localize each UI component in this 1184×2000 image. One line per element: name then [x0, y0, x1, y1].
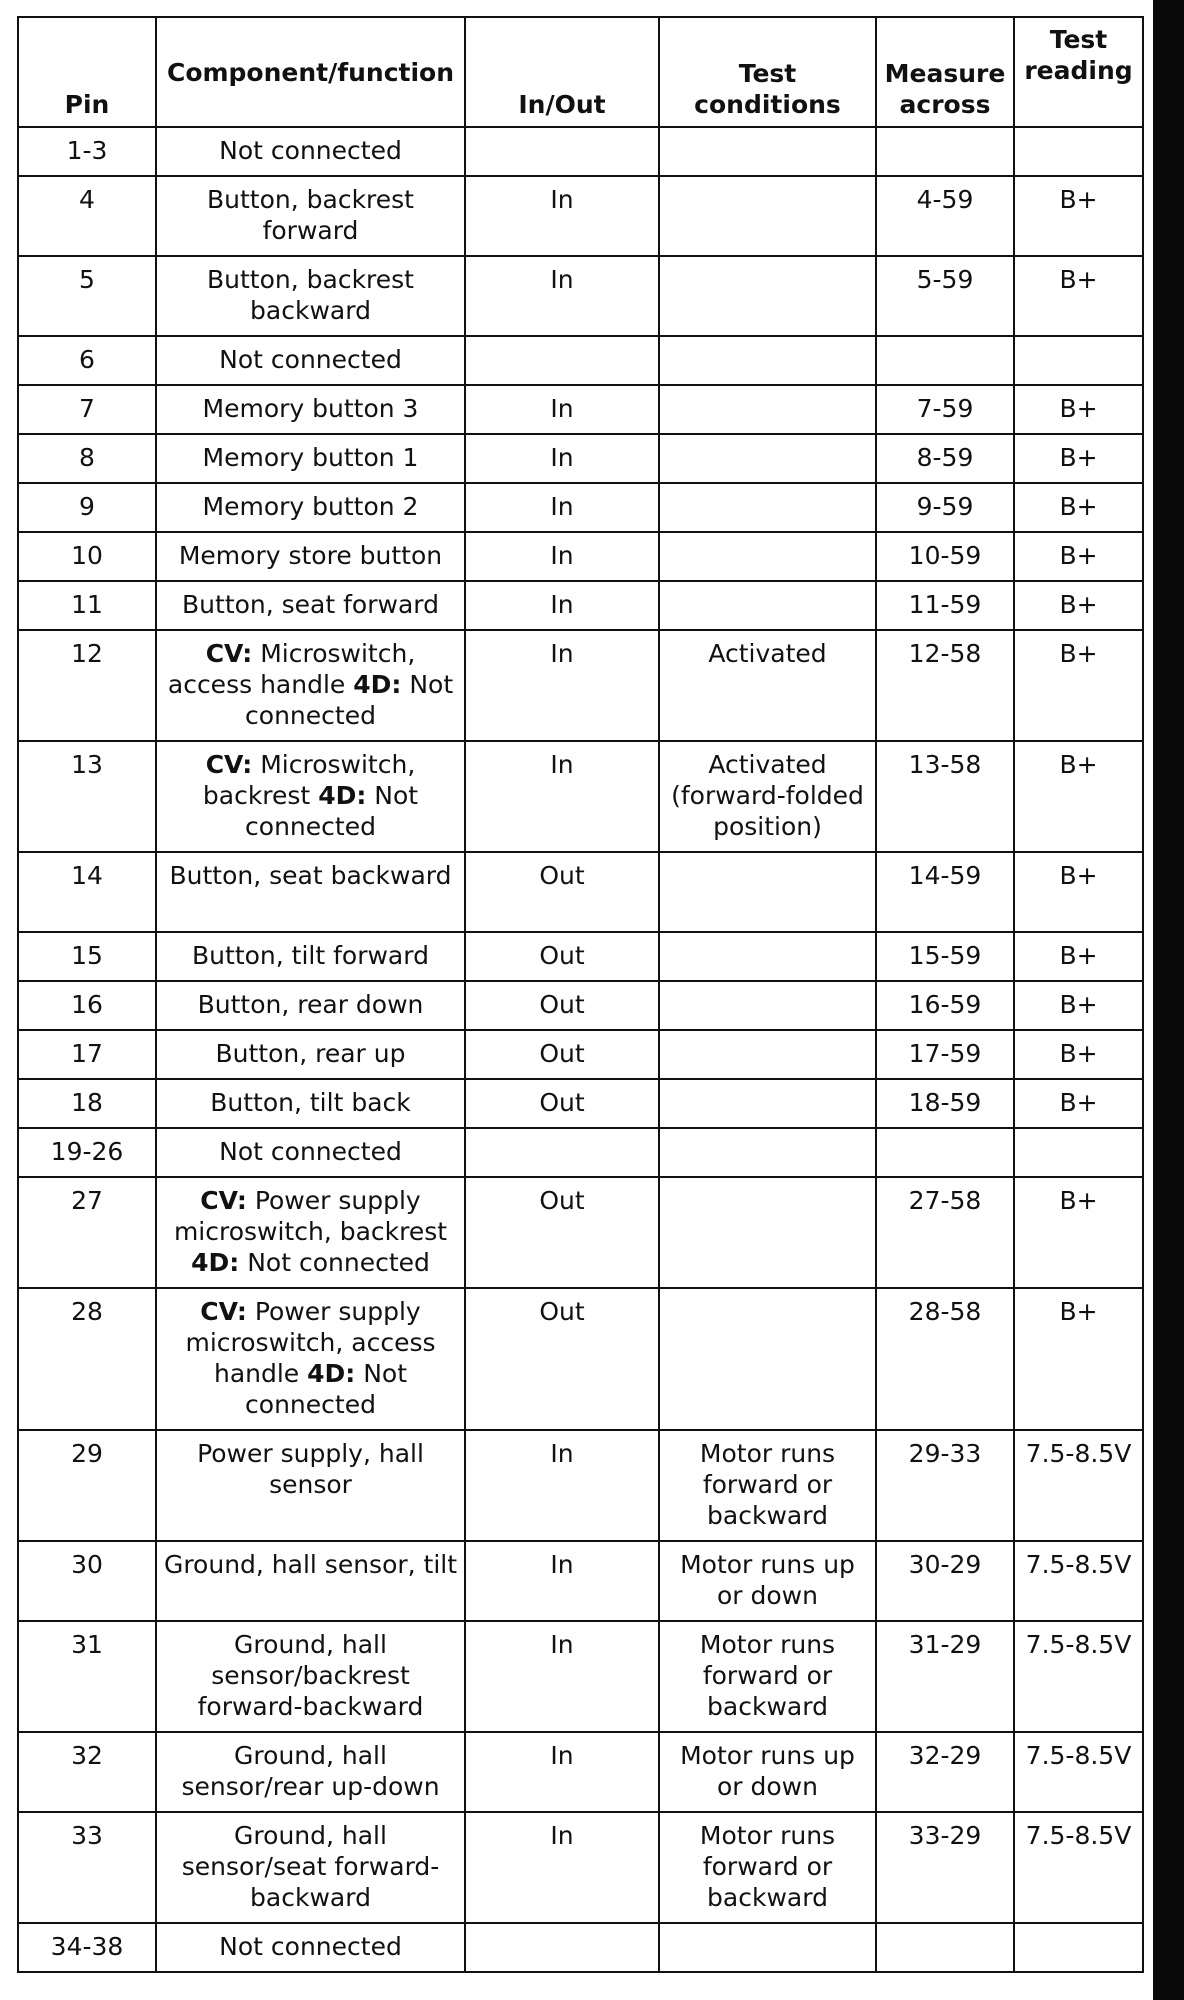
- component-cell: [156, 1177, 465, 1288]
- pin-cell: 14: [18, 852, 156, 932]
- pin-cell: 17: [18, 1030, 156, 1079]
- table-row: [18, 336, 1143, 385]
- table-row: [18, 1923, 1143, 1972]
- component-text: Button, backrest forward: [207, 185, 414, 245]
- measure-across-cell: 18-59: [876, 1079, 1014, 1128]
- component-text: Not connected: [219, 1932, 402, 1961]
- test-conditions-cell: [659, 1288, 876, 1430]
- component-variant-label: 4D:: [191, 1248, 240, 1277]
- pin-cell: 29: [18, 1430, 156, 1541]
- test-conditions-cell: [659, 1177, 876, 1288]
- table-row: [18, 385, 1143, 434]
- in-out-cell: [465, 127, 659, 176]
- in-out-cell: Out: [465, 1288, 659, 1430]
- component-text: Button, rear down: [197, 990, 424, 1019]
- component-cell: [156, 336, 465, 385]
- test-conditions-cell: [659, 981, 876, 1030]
- table-row: [18, 1288, 1143, 1430]
- component-cell: [156, 852, 465, 932]
- component-text: Memory button 2: [202, 492, 419, 521]
- component-text: Not connected: [219, 345, 402, 374]
- test-conditions-cell: [659, 483, 876, 532]
- test-reading-cell: 7.5-8.5V: [1014, 1812, 1143, 1923]
- component-text: Memory button 3: [202, 394, 419, 423]
- in-out-cell: [465, 1923, 659, 1972]
- component-text: Button, tilt back: [210, 1088, 411, 1117]
- pin-cell: 11: [18, 581, 156, 630]
- measure-across-cell: 8-59: [876, 434, 1014, 483]
- component-text: Not connected: [219, 1137, 402, 1166]
- in-out-cell: In: [465, 630, 659, 741]
- test-reading-cell: B+: [1014, 1030, 1143, 1079]
- component-cell: [156, 483, 465, 532]
- component-cell: [156, 581, 465, 630]
- header-component: Component/function: [156, 17, 465, 127]
- component-cell: [156, 1079, 465, 1128]
- table-row: [18, 1079, 1143, 1128]
- table-row: [18, 1030, 1143, 1079]
- measure-across-cell: 9-59: [876, 483, 1014, 532]
- test-reading-cell: 7.5-8.5V: [1014, 1621, 1143, 1732]
- pin-cell: 30: [18, 1541, 156, 1621]
- measure-across-cell: 10-59: [876, 532, 1014, 581]
- component-text: Button, rear up: [215, 1039, 406, 1068]
- pin-cell: 16: [18, 981, 156, 1030]
- test-reading-cell: B+: [1014, 981, 1143, 1030]
- measure-across-cell: 13-58: [876, 741, 1014, 852]
- pin-cell: 19-26: [18, 1128, 156, 1177]
- measure-across-cell: 11-59: [876, 581, 1014, 630]
- component-cell: [156, 741, 465, 852]
- measure-across-cell: 30-29: [876, 1541, 1014, 1621]
- test-conditions-cell: [659, 532, 876, 581]
- component-cell: [156, 981, 465, 1030]
- test-reading-cell: [1014, 336, 1143, 385]
- component-cell: [156, 532, 465, 581]
- table-row: [18, 630, 1143, 741]
- component-cell: [156, 127, 465, 176]
- measure-across-cell: [876, 1923, 1014, 1972]
- component-text: Microswitch, backrest: [202, 750, 416, 810]
- test-reading-cell: B+: [1014, 1079, 1143, 1128]
- table-row: [18, 256, 1143, 336]
- component-text: Not connected: [219, 136, 402, 165]
- pin-cell: 13: [18, 741, 156, 852]
- test-conditions-cell: [659, 336, 876, 385]
- table-row: [18, 1812, 1143, 1923]
- test-conditions-cell: [659, 1923, 876, 1972]
- test-conditions-cell: Activated: [659, 630, 876, 741]
- test-conditions-cell: Activated (forward-folded position): [659, 741, 876, 852]
- test-reading-cell: B+: [1014, 630, 1143, 741]
- in-out-cell: [465, 336, 659, 385]
- component-text: Ground, hall sensor/seat forward-backward: [181, 1821, 440, 1912]
- measure-across-cell: 28-58: [876, 1288, 1014, 1430]
- test-conditions-cell: Motor runs forward or backward: [659, 1430, 876, 1541]
- header-test-conditions: Test conditions: [659, 17, 876, 127]
- component-cell: [156, 1430, 465, 1541]
- table-row: [18, 434, 1143, 483]
- test-reading-cell: B+: [1014, 1177, 1143, 1288]
- component-text: Button, tilt forward: [192, 941, 429, 970]
- in-out-cell: In: [465, 1541, 659, 1621]
- component-variant-label: CV:: [200, 1297, 247, 1326]
- component-cell: [156, 1128, 465, 1177]
- pin-cell: 28: [18, 1288, 156, 1430]
- table-row: [18, 1128, 1143, 1177]
- test-conditions-cell: Motor runs up or down: [659, 1541, 876, 1621]
- component-cell: [156, 176, 465, 256]
- in-out-cell: In: [465, 1812, 659, 1923]
- in-out-cell: In: [465, 434, 659, 483]
- table-row: [18, 932, 1143, 981]
- component-variant-label: CV:: [205, 639, 253, 668]
- in-out-cell: In: [465, 581, 659, 630]
- pin-cell: 1-3: [18, 127, 156, 176]
- test-conditions-cell: [659, 1030, 876, 1079]
- component-cell: [156, 1923, 465, 1972]
- test-reading-cell: B+: [1014, 176, 1143, 256]
- pin-table: [17, 16, 1144, 1973]
- in-out-cell: Out: [465, 981, 659, 1030]
- test-conditions-cell: [659, 127, 876, 176]
- test-reading-cell: B+: [1014, 581, 1143, 630]
- measure-across-cell: [876, 127, 1014, 176]
- in-out-cell: Out: [465, 932, 659, 981]
- measure-across-cell: 12-58: [876, 630, 1014, 741]
- pin-cell: 32: [18, 1732, 156, 1812]
- component-cell: [156, 1288, 465, 1430]
- test-reading-cell: [1014, 127, 1143, 176]
- in-out-cell: In: [465, 1732, 659, 1812]
- pin-cell: 12: [18, 630, 156, 741]
- in-out-cell: In: [465, 385, 659, 434]
- test-conditions-cell: [659, 434, 876, 483]
- test-reading-cell: B+: [1014, 852, 1143, 932]
- component-variant-label: 4D:: [307, 1359, 356, 1388]
- component-text: Ground, hall sensor/backrest forward-backward: [197, 1630, 424, 1721]
- component-text: Not connected: [245, 781, 419, 841]
- test-reading-cell: B+: [1014, 741, 1143, 852]
- test-reading-cell: B+: [1014, 256, 1143, 336]
- measure-across-cell: 27-58: [876, 1177, 1014, 1288]
- test-reading-cell: 7.5-8.5V: [1014, 1430, 1143, 1541]
- component-cell: [156, 1541, 465, 1621]
- component-text: Memory button 1: [202, 443, 419, 472]
- in-out-cell: In: [465, 1430, 659, 1541]
- measure-across-cell: 33-29: [876, 1812, 1014, 1923]
- table-body: [18, 127, 1143, 1972]
- header-in-out: In/Out: [465, 17, 659, 127]
- in-out-cell: Out: [465, 852, 659, 932]
- pin-cell: 34-38: [18, 1923, 156, 1972]
- component-text: Button, seat forward: [182, 590, 439, 619]
- test-conditions-cell: [659, 256, 876, 336]
- measure-across-cell: 32-29: [876, 1732, 1014, 1812]
- test-reading-cell: B+: [1014, 434, 1143, 483]
- in-out-cell: In: [465, 1621, 659, 1732]
- component-cell: [156, 256, 465, 336]
- component-text: Microswitch, access handle: [167, 639, 416, 699]
- component-cell: [156, 1812, 465, 1923]
- in-out-cell: Out: [465, 1079, 659, 1128]
- component-text: Not connected: [245, 670, 454, 730]
- measure-across-cell: 14-59: [876, 852, 1014, 932]
- component-text: Memory store button: [178, 541, 443, 570]
- component-text: Not connected: [245, 1359, 408, 1419]
- measure-across-cell: 7-59: [876, 385, 1014, 434]
- test-conditions-cell: [659, 1128, 876, 1177]
- pin-cell: 5: [18, 256, 156, 336]
- table-row: [18, 532, 1143, 581]
- measure-across-cell: 15-59: [876, 932, 1014, 981]
- test-reading-cell: B+: [1014, 1288, 1143, 1430]
- in-out-cell: Out: [465, 1177, 659, 1288]
- in-out-cell: In: [465, 176, 659, 256]
- component-text: Button, backrest backward: [207, 265, 414, 325]
- component-cell: [156, 1732, 465, 1812]
- table-row: [18, 1732, 1143, 1812]
- table-row: [18, 1177, 1143, 1288]
- measure-across-cell: [876, 336, 1014, 385]
- component-cell: [156, 1621, 465, 1732]
- component-text: Power supply microswitch, access handle: [185, 1297, 436, 1388]
- component-cell: [156, 630, 465, 741]
- test-reading-cell: 7.5-8.5V: [1014, 1732, 1143, 1812]
- table-row: [18, 1430, 1143, 1541]
- table-row: [18, 852, 1143, 932]
- component-text: Ground, hall sensor, tilt: [163, 1550, 458, 1579]
- pin-cell: 31: [18, 1621, 156, 1732]
- table-row: [18, 1541, 1143, 1621]
- component-cell: [156, 385, 465, 434]
- measure-across-cell: 29-33: [876, 1430, 1014, 1541]
- table-row: [18, 176, 1143, 256]
- pin-cell: 7: [18, 385, 156, 434]
- measure-across-cell: 5-59: [876, 256, 1014, 336]
- pin-cell: 10: [18, 532, 156, 581]
- test-conditions-cell: Motor runs forward or backward: [659, 1621, 876, 1732]
- pin-cell: 18: [18, 1079, 156, 1128]
- component-cell: [156, 1030, 465, 1079]
- component-text: Button, seat backward: [169, 861, 452, 890]
- component-variant-label: 4D:: [318, 781, 367, 810]
- table-row: [18, 1621, 1143, 1732]
- right-edge-bar: [1153, 0, 1184, 2000]
- test-reading-cell: B+: [1014, 532, 1143, 581]
- component-cell: [156, 932, 465, 981]
- test-conditions-cell: [659, 1079, 876, 1128]
- pin-cell: 6: [18, 336, 156, 385]
- test-reading-cell: B+: [1014, 385, 1143, 434]
- pin-cell: 4: [18, 176, 156, 256]
- in-out-cell: In: [465, 741, 659, 852]
- in-out-cell: In: [465, 256, 659, 336]
- header-test-reading: Test reading: [1014, 17, 1143, 127]
- component-variant-label: CV:: [200, 1186, 247, 1215]
- component-text: Ground, hall sensor/rear up-down: [181, 1741, 440, 1801]
- component-text: Power supply, hall sensor: [197, 1439, 424, 1499]
- table-row: [18, 127, 1143, 176]
- table-row: [18, 981, 1143, 1030]
- in-out-cell: In: [465, 532, 659, 581]
- measure-across-cell: [876, 1128, 1014, 1177]
- test-reading-cell: 7.5-8.5V: [1014, 1541, 1143, 1621]
- test-conditions-cell: [659, 932, 876, 981]
- component-variant-label: CV:: [205, 750, 253, 779]
- test-conditions-cell: [659, 176, 876, 256]
- pin-cell: 8: [18, 434, 156, 483]
- component-cell: [156, 434, 465, 483]
- header-row: [18, 17, 1143, 127]
- test-reading-cell: B+: [1014, 483, 1143, 532]
- table-row: [18, 483, 1143, 532]
- measure-across-cell: 4-59: [876, 176, 1014, 256]
- test-reading-cell: B+: [1014, 932, 1143, 981]
- test-conditions-cell: [659, 385, 876, 434]
- in-out-cell: [465, 1128, 659, 1177]
- test-reading-cell: [1014, 1128, 1143, 1177]
- measure-across-cell: 31-29: [876, 1621, 1014, 1732]
- component-text: Power supply microswitch, backrest: [173, 1186, 448, 1246]
- header-measure-across: Measure across: [876, 17, 1014, 127]
- pin-cell: 33: [18, 1812, 156, 1923]
- test-conditions-cell: [659, 852, 876, 932]
- component-variant-label: 4D:: [353, 670, 402, 699]
- measure-across-cell: 17-59: [876, 1030, 1014, 1079]
- test-reading-cell: [1014, 1923, 1143, 1972]
- component-text: Not connected: [239, 1248, 430, 1277]
- test-conditions-cell: Motor runs forward or backward: [659, 1812, 876, 1923]
- in-out-cell: In: [465, 483, 659, 532]
- table-row: [18, 741, 1143, 852]
- in-out-cell: Out: [465, 1030, 659, 1079]
- pin-cell: 9: [18, 483, 156, 532]
- header-pin: Pin: [18, 17, 156, 127]
- table-row: [18, 581, 1143, 630]
- test-conditions-cell: [659, 581, 876, 630]
- test-conditions-cell: Motor runs up or down: [659, 1732, 876, 1812]
- pin-cell: 15: [18, 932, 156, 981]
- pin-cell: 27: [18, 1177, 156, 1288]
- measure-across-cell: 16-59: [876, 981, 1014, 1030]
